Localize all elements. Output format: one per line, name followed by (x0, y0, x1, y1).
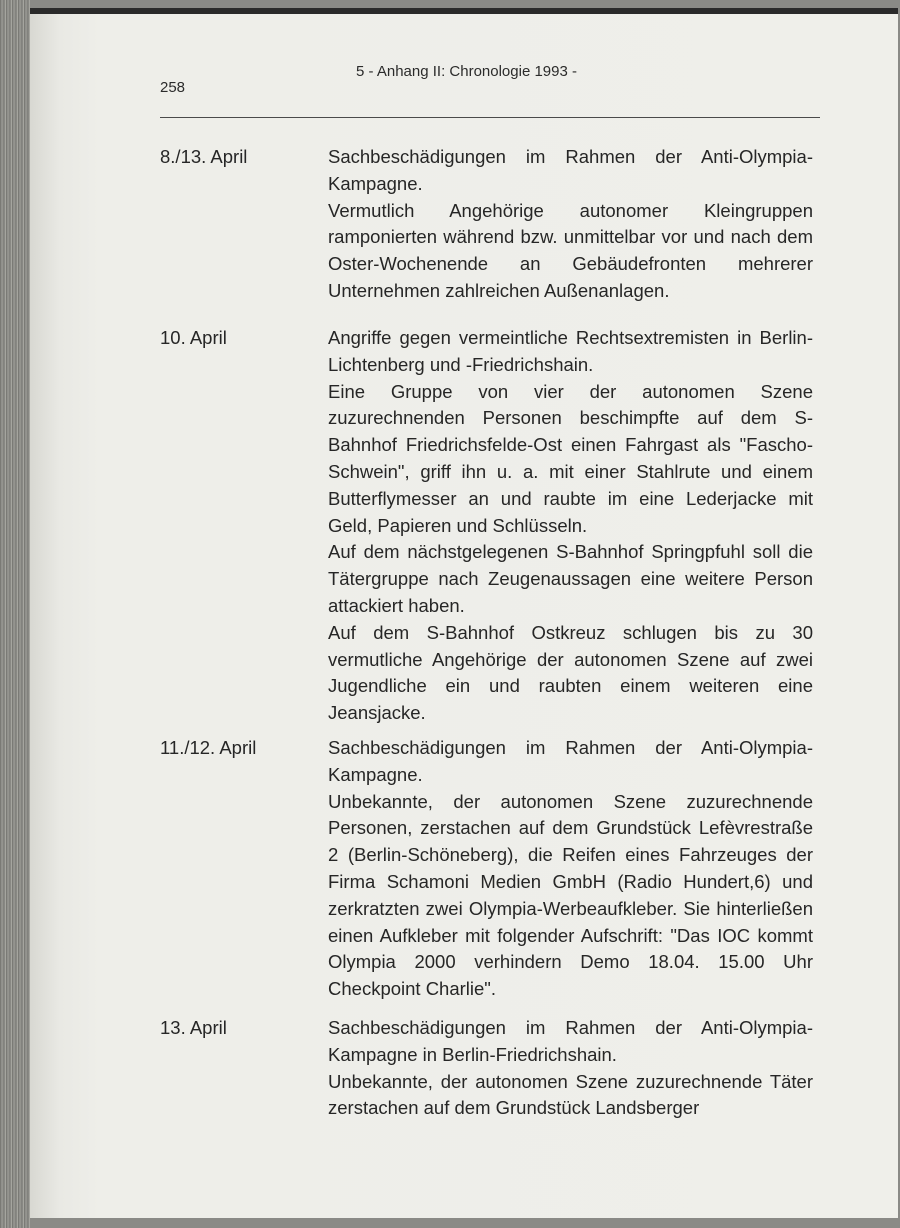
entry-paragraph: Unbekannte, der autonomen Szene zuzurechnende Personen, zerstachen auf dem Grundstück Lefèvrestraße 2 (Berlin-Schöneberg), die Reifen eines Fahrzeuges der Firma Schamoni Medien GmbH (Radio Hundert,6) und zerkratzten zwei Olympia-Werbeaufkleber. Sie hinterließen einen Aufkleber mit folgender Aufschrift: "Das IOC kommt Olympia 2000 verhindern Demo 18.04. 15.00 Uhr Checkpoint Charlie". (328, 790, 813, 1000)
entry-date: 13. April (160, 1017, 227, 1038)
entry-paragraph: Auf dem S-Bahnhof Ostkreuz schlugen bis zu 30 vermutliche Angehörige der autonomen Szene auf zwei Jugendliche ein und raubten einem weiteren eine Jeansjacke. (328, 621, 813, 724)
entry-text (328, 325, 813, 727)
entry-paragraph: Auf dem nächstgelegenen S-Bahnhof Springpfuhl soll die Tätergruppe nach Zeugenaussagen eine weitere Person attackiert haben. (328, 541, 813, 616)
entry-text (328, 144, 813, 305)
entry-date: 10. April (160, 327, 227, 348)
header-rule (160, 117, 820, 118)
entry-paragraph: Sachbeschädigungen im Rahmen der Anti-Olympia-Kampagne. (328, 146, 813, 194)
entry-date: 11./12. April (160, 737, 257, 758)
entry-date: 8./13. April (160, 146, 248, 167)
entry-text (328, 1015, 813, 1122)
page-number: 258 (160, 79, 186, 96)
entry-paragraph: Unbekannte, der autonomen Szene zuzurechnende Täter zerstachen auf dem Grundstück Landsberger (328, 1070, 813, 1119)
entry-paragraph: Vermutlich Angehörige autonomer Kleingruppen ramponierten während bzw. unmittelbar vor und nach dem Oster-Wochenende an Gebäudefronten mehrerer Unternehmen zahlreichen Außenanlagen. (328, 199, 813, 301)
book-spine (0, 0, 30, 1228)
entry-paragraph: Eine Gruppe von vier der autonomen Szene zuzurechnenden Personen beschimpfte auf dem S-Bahnhof Friedrichsfelde-Ost einen Fahrgast als "Fascho-Schwein", griff ihn u. a. mit einer Stahlrute und einem Butterflymesser an und raubte im eine Lederjacke mit Geld, Papieren und Schlüsseln. (328, 380, 813, 536)
running-head: 5 - Anhang II: Chronologie 1993 - (356, 63, 577, 80)
entry-paragraph: Sachbeschädigungen im Rahmen der Anti-Olympia-Kampagne in Berlin-Friedrichshain. (328, 1017, 813, 1065)
entry-paragraph: Angriffe gegen vermeintliche Rechtsextremisten in Berlin-Lichtenberg und -Friedrichshain. (328, 327, 813, 375)
entry-text (328, 735, 813, 1003)
entry-paragraph: Sachbeschädigungen im Rahmen der Anti-Olympia-Kampagne. (328, 737, 813, 785)
